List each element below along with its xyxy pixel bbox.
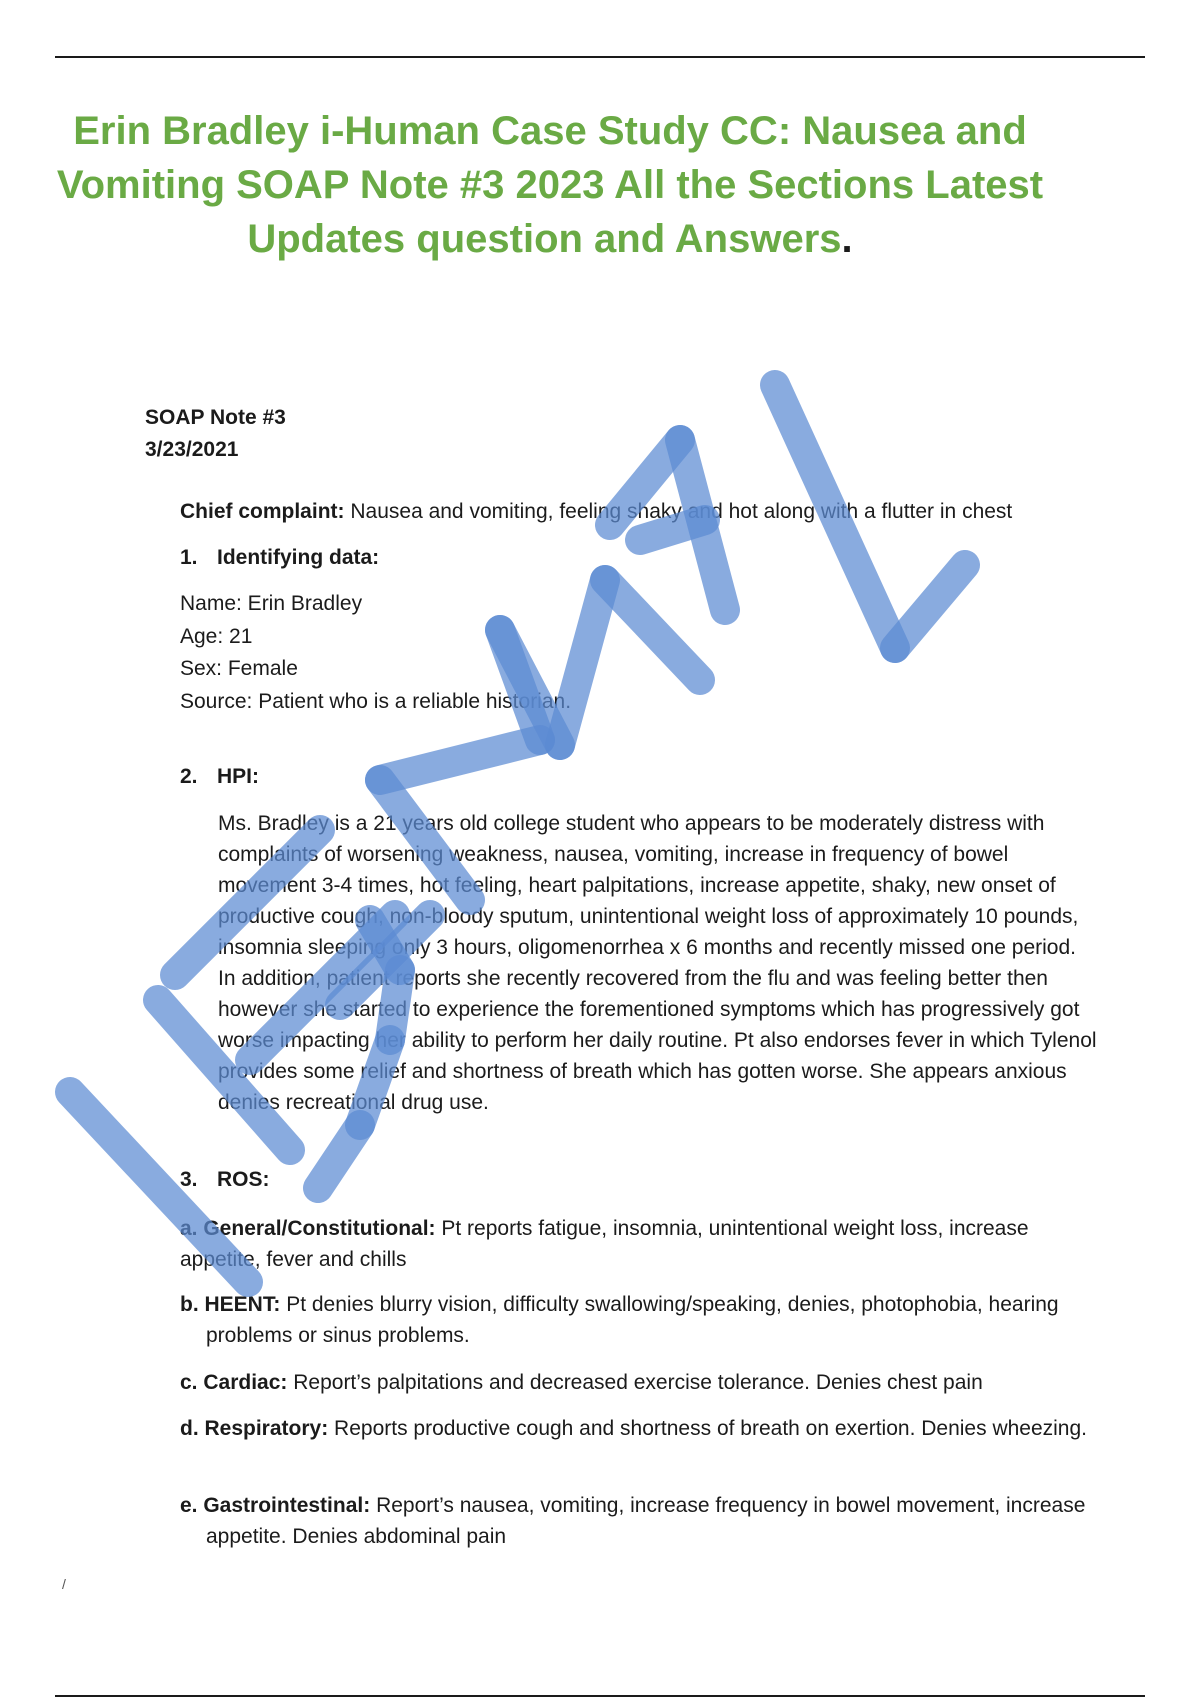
hpi-text: Ms. Bradley is a 21 years old college student who appears to be moderately distress with complaints of worsening weakness, nausea, vomiting, increase in frequency of bowel movement 3-4 times, hot feeling, heart palpitations, increase appetite, shaky, new onset of productive cough, non-bloody sputum, unintentional weight loss of approximately 10 pounds, insomnia sleeping only 3 hours, oligomenorrhea x 6 months and recently missed one period. In addition, patient reports she recently recovered from the flu and was feeling better then however she started to experience the forementioned symptoms which has progressively got worse impacting her ability to perform her daily routine. Pt also endorses fever in which Tylenol provides some relief and shortness of breath which has gotten worse. She appears anxious denies recreational drug use.: [218, 812, 1097, 1114]
ros-cardiac-label: c. Cardiac:: [180, 1371, 288, 1394]
ros-general: [180, 1213, 1090, 1275]
ros-heent-text: Pt denies blurry vision, difficulty swallowing/speaking, denies, photophobia, hearing problems or sinus problems.: [206, 1293, 1059, 1347]
ros-cardiac-text: Report’s palpitations and decreased exercise tolerance. Denies chest pain: [293, 1371, 983, 1394]
ros-respiratory-label: d. Respiratory:: [180, 1417, 329, 1440]
chief-complaint: [180, 496, 1140, 528]
note-date: 3/23/2021: [145, 438, 239, 461]
ros-respiratory-text: Reports productive cough and shortness of breath on exertion. Denies wheezing.: [334, 1417, 1088, 1440]
ros-gastrointestinal-label: e. Gastrointestinal:: [180, 1494, 371, 1517]
identifying-data-list: [180, 588, 571, 718]
ros-gastrointestinal-text: Report’s nausea, vomiting, increase frequency in bowel movement, increase appetite. Denies abdominal pain: [206, 1494, 1086, 1548]
document-title: Erin Bradley i-Human Case Study CC: Nausea and Vomiting SOAP Note #3 2023 All the Sections Latest Updates question and Answers.: [56, 109, 1044, 261]
note-heading-block: [145, 402, 286, 466]
patient-sex: Sex: Female: [180, 657, 298, 680]
ros-heent-label: b. HEENT:: [180, 1293, 281, 1316]
hpi-heading: 2. HPI:: [180, 765, 259, 788]
title-period: .: [841, 217, 853, 261]
page-mark: /: [62, 1576, 66, 1592]
ros-cardiac: [180, 1367, 1116, 1398]
watermark-text: I-HUMAN: [857, 1652, 900, 1663]
patient-name: Name: Erin Bradley: [180, 592, 363, 615]
ros-respiratory: [180, 1413, 1116, 1444]
chief-complaint-label: Chief complaint:: [180, 500, 345, 523]
note-heading: SOAP Note #3: [145, 406, 286, 429]
bottom-rule: [55, 1695, 1145, 1697]
ros-general-label: a. General/Constitutional:: [180, 1217, 436, 1240]
history-source: Source: Patient who is a reliable historian.: [180, 689, 572, 713]
ros-gastrointestinal: [180, 1490, 1116, 1552]
ros-heent: [180, 1289, 1116, 1351]
ros-general-text: Pt reports fatigue, insomnia, unintentional weight loss, increase appetite, fever and chills: [180, 1217, 1029, 1271]
chief-complaint-text: Nausea and vomiting, feeling shaky and hot along with a flutter in chest: [350, 500, 1013, 523]
ros-heading: 3. ROS:: [180, 1168, 270, 1191]
patient-age: Age: 21: [180, 624, 253, 648]
identifying-data-heading: 1. Identifying data:: [180, 546, 380, 569]
